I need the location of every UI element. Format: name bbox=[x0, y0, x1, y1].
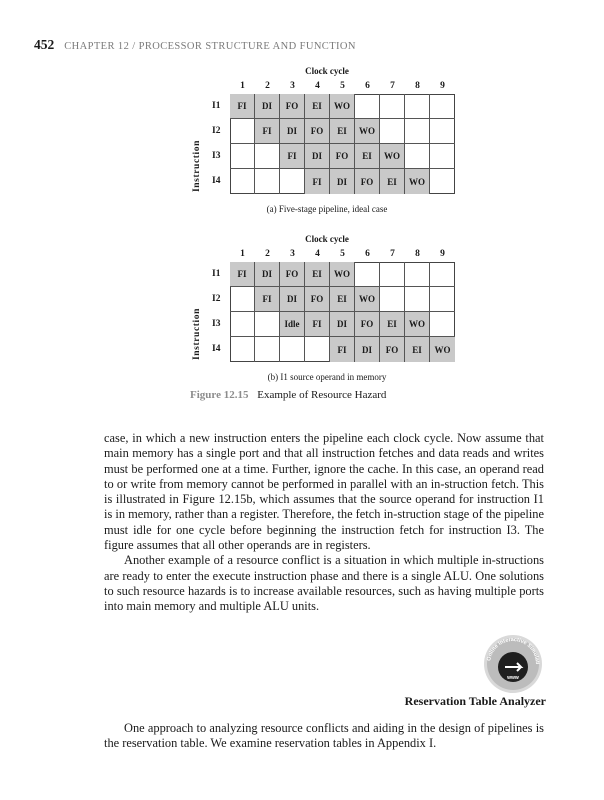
pipeline-stage-cell: FO bbox=[280, 262, 305, 287]
pipeline-stage-cell: DI bbox=[330, 312, 355, 337]
pipeline-stage-cell: FI bbox=[280, 144, 305, 169]
instruction-row-label: I2 bbox=[212, 126, 221, 136]
empty-cell bbox=[405, 262, 430, 287]
pipeline-stage-cell: FI bbox=[330, 337, 355, 362]
body-text bbox=[104, 431, 544, 615]
page-header bbox=[34, 36, 356, 54]
cycle-number: 3 bbox=[290, 81, 295, 91]
pipeline-stage-cell: FO bbox=[355, 169, 380, 194]
instruction-row-label: I4 bbox=[212, 344, 221, 354]
reservation-table-heading: Reservation Table Analyzer bbox=[404, 694, 546, 708]
instruction-row-label: I1 bbox=[212, 101, 221, 111]
cycle-number: 2 bbox=[265, 81, 270, 91]
empty-cell bbox=[255, 169, 280, 194]
empty-cell bbox=[380, 119, 405, 144]
pipeline-stage-cell: WO bbox=[355, 119, 380, 144]
cycle-number: 5 bbox=[340, 81, 345, 91]
empty-cell bbox=[405, 144, 430, 169]
pipeline-stage-cell: FI bbox=[255, 119, 280, 144]
pipeline-stage-cell: FI bbox=[230, 262, 255, 287]
pipeline-stage-cell: EI bbox=[305, 94, 330, 119]
empty-cell bbox=[405, 94, 430, 119]
pipeline-stage-cell: FI bbox=[255, 287, 280, 312]
empty-cell bbox=[430, 262, 455, 287]
cycle-number: 8 bbox=[415, 81, 420, 91]
pipeline-stage-cell: WO bbox=[355, 287, 380, 312]
empty-cell bbox=[430, 144, 455, 169]
pipeline-stage-cell: FO bbox=[355, 312, 380, 337]
pipeline-stage-cell: FI bbox=[305, 169, 330, 194]
pipeline-stage-cell: FO bbox=[305, 287, 330, 312]
empty-cell bbox=[380, 94, 405, 119]
pipeline-stage-cell: WO bbox=[405, 312, 430, 337]
empty-cell bbox=[230, 312, 255, 337]
empty-cell bbox=[280, 337, 305, 362]
cycle-number: 9 bbox=[440, 81, 445, 91]
empty-cell bbox=[280, 169, 305, 194]
pipeline-stage-cell: DI bbox=[255, 94, 280, 119]
empty-cell bbox=[230, 169, 255, 194]
pipeline-stage-cell: EI bbox=[330, 287, 355, 312]
empty-cell bbox=[405, 119, 430, 144]
cycle-number: 5 bbox=[340, 249, 345, 259]
empty-cell bbox=[380, 262, 405, 287]
pipeline-stage-cell: EI bbox=[405, 337, 430, 362]
instruction-row-label: I3 bbox=[212, 319, 221, 329]
empty-cell bbox=[230, 119, 255, 144]
empty-cell bbox=[380, 287, 405, 312]
pipeline-stage-cell: DI bbox=[255, 262, 280, 287]
paragraph: case, in which a new instruction enters the pipeline each clock cycle. Now assume that main memory has a single port and that all instruction fetches and data reads and writes must be performed one at a time. Further, ignore the cache. In this case, an operand read to or write from memory cannot be performed in parallel with an in-struction fetch. This is illustrated in Figure 12.15b, which assumes that the source operand for instruction I1 is in memory, rather than a register. Therefore, the fetch in-struction stage of the pipeline must idle for one cycle before beginning the instruction fetch for instruction I3. The figure assumes that all other operands are in registers. bbox=[104, 431, 544, 553]
pipeline-stage-cell: WO bbox=[330, 262, 355, 287]
clock-cycle-title: Clock cycle bbox=[305, 234, 349, 244]
empty-cell bbox=[230, 144, 255, 169]
pipeline-grid bbox=[230, 94, 455, 194]
instruction-row-label: I1 bbox=[212, 269, 221, 279]
pipeline-stage-cell: FI bbox=[230, 94, 255, 119]
cycle-number: 3 bbox=[290, 249, 295, 259]
empty-cell bbox=[430, 94, 455, 119]
pipeline-stage-cell: EI bbox=[355, 144, 380, 169]
cycle-number: 7 bbox=[390, 81, 395, 91]
instruction-axis-label: Instruction bbox=[192, 308, 202, 360]
empty-cell bbox=[255, 144, 280, 169]
empty-cell bbox=[230, 337, 255, 362]
pipeline-stage-cell: WO bbox=[330, 94, 355, 119]
pipeline-stage-cell: FO bbox=[380, 337, 405, 362]
pipeline-stage-cell: DI bbox=[280, 287, 305, 312]
page-number: 452 bbox=[34, 37, 55, 52]
cycle-number: 4 bbox=[315, 249, 320, 259]
pipeline-stage-cell: EI bbox=[380, 169, 405, 194]
pipeline-diagram-b bbox=[192, 234, 462, 384]
instruction-axis-label: Instruction bbox=[192, 140, 202, 192]
empty-cell bbox=[355, 94, 380, 119]
cycle-number: 6 bbox=[365, 249, 370, 259]
diagram-caption: (a) Five-stage pipeline, ideal case bbox=[266, 204, 388, 214]
clock-cycle-title: Clock cycle bbox=[305, 66, 349, 76]
pipeline-stage-cell: WO bbox=[380, 144, 405, 169]
diagram-caption: (b) I1 source operand in memory bbox=[267, 372, 387, 382]
figure-title: Example of Resource Hazard bbox=[257, 389, 387, 401]
empty-cell bbox=[255, 312, 280, 337]
pipeline-stage-cell: FO bbox=[305, 119, 330, 144]
empty-cell bbox=[305, 337, 330, 362]
cycle-number: 1 bbox=[240, 249, 245, 259]
paragraph: One approach to analyzing resource conflicts and aiding in the design of pipelines is the reservation table. We examine reservation tables in Appendix I. bbox=[104, 721, 544, 751]
pipeline-stage-cell: FO bbox=[280, 94, 305, 119]
figure-number: Figure 12.15 bbox=[190, 389, 249, 401]
pipeline-stage-cell: DI bbox=[280, 119, 305, 144]
pipeline-diagram-a bbox=[192, 66, 462, 216]
pipeline-stage-cell: WO bbox=[430, 337, 455, 362]
empty-cell bbox=[430, 119, 455, 144]
cycle-number: 1 bbox=[240, 81, 245, 91]
pipeline-stage-cell: FI bbox=[305, 312, 330, 337]
cycle-number: 7 bbox=[390, 249, 395, 259]
pipeline-stage-cell: EI bbox=[305, 262, 330, 287]
pipeline-grid bbox=[230, 262, 455, 362]
empty-cell bbox=[405, 287, 430, 312]
cycle-number: 6 bbox=[365, 81, 370, 91]
cycle-number: 9 bbox=[440, 249, 445, 259]
empty-cell bbox=[230, 287, 255, 312]
cd-label-text: Online Interactive Simulati bbox=[486, 636, 541, 665]
pipeline-stage-cell: EI bbox=[380, 312, 405, 337]
instruction-row-label: I3 bbox=[212, 151, 221, 161]
interactive-simulation-cd-icon[interactable] bbox=[481, 630, 545, 694]
empty-cell bbox=[430, 169, 455, 194]
cycle-number: 4 bbox=[315, 81, 320, 91]
paragraph: Another example of a resource conflict is a situation in which multiple in-structions are ready to enter the execute instruction phase and there is a single ALU. One solutions to such resource hazards is to increase available resources, such as having multiple ports into main memory and multiple ALU units. bbox=[104, 553, 544, 614]
empty-cell bbox=[430, 312, 455, 337]
pipeline-stage-cell: DI bbox=[305, 144, 330, 169]
instruction-row-label: I2 bbox=[212, 294, 221, 304]
cycle-number: 8 bbox=[415, 249, 420, 259]
pipeline-stage-cell: DI bbox=[355, 337, 380, 362]
cd-brand-text: www bbox=[507, 675, 519, 681]
pipeline-stage-cell: EI bbox=[330, 119, 355, 144]
empty-cell bbox=[355, 262, 380, 287]
pipeline-stage-cell: FO bbox=[330, 144, 355, 169]
empty-cell bbox=[255, 337, 280, 362]
cycle-number: 2 bbox=[265, 249, 270, 259]
chapter-title: CHAPTER 12 / PROCESSOR STRUCTURE AND FUNCTION bbox=[64, 41, 356, 52]
pipeline-stage-cell: WO bbox=[405, 169, 430, 194]
instruction-row-label: I4 bbox=[212, 176, 221, 186]
empty-cell bbox=[430, 287, 455, 312]
pipeline-stage-cell: Idle bbox=[280, 312, 305, 337]
figure-caption bbox=[190, 389, 386, 401]
pipeline-stage-cell: DI bbox=[330, 169, 355, 194]
